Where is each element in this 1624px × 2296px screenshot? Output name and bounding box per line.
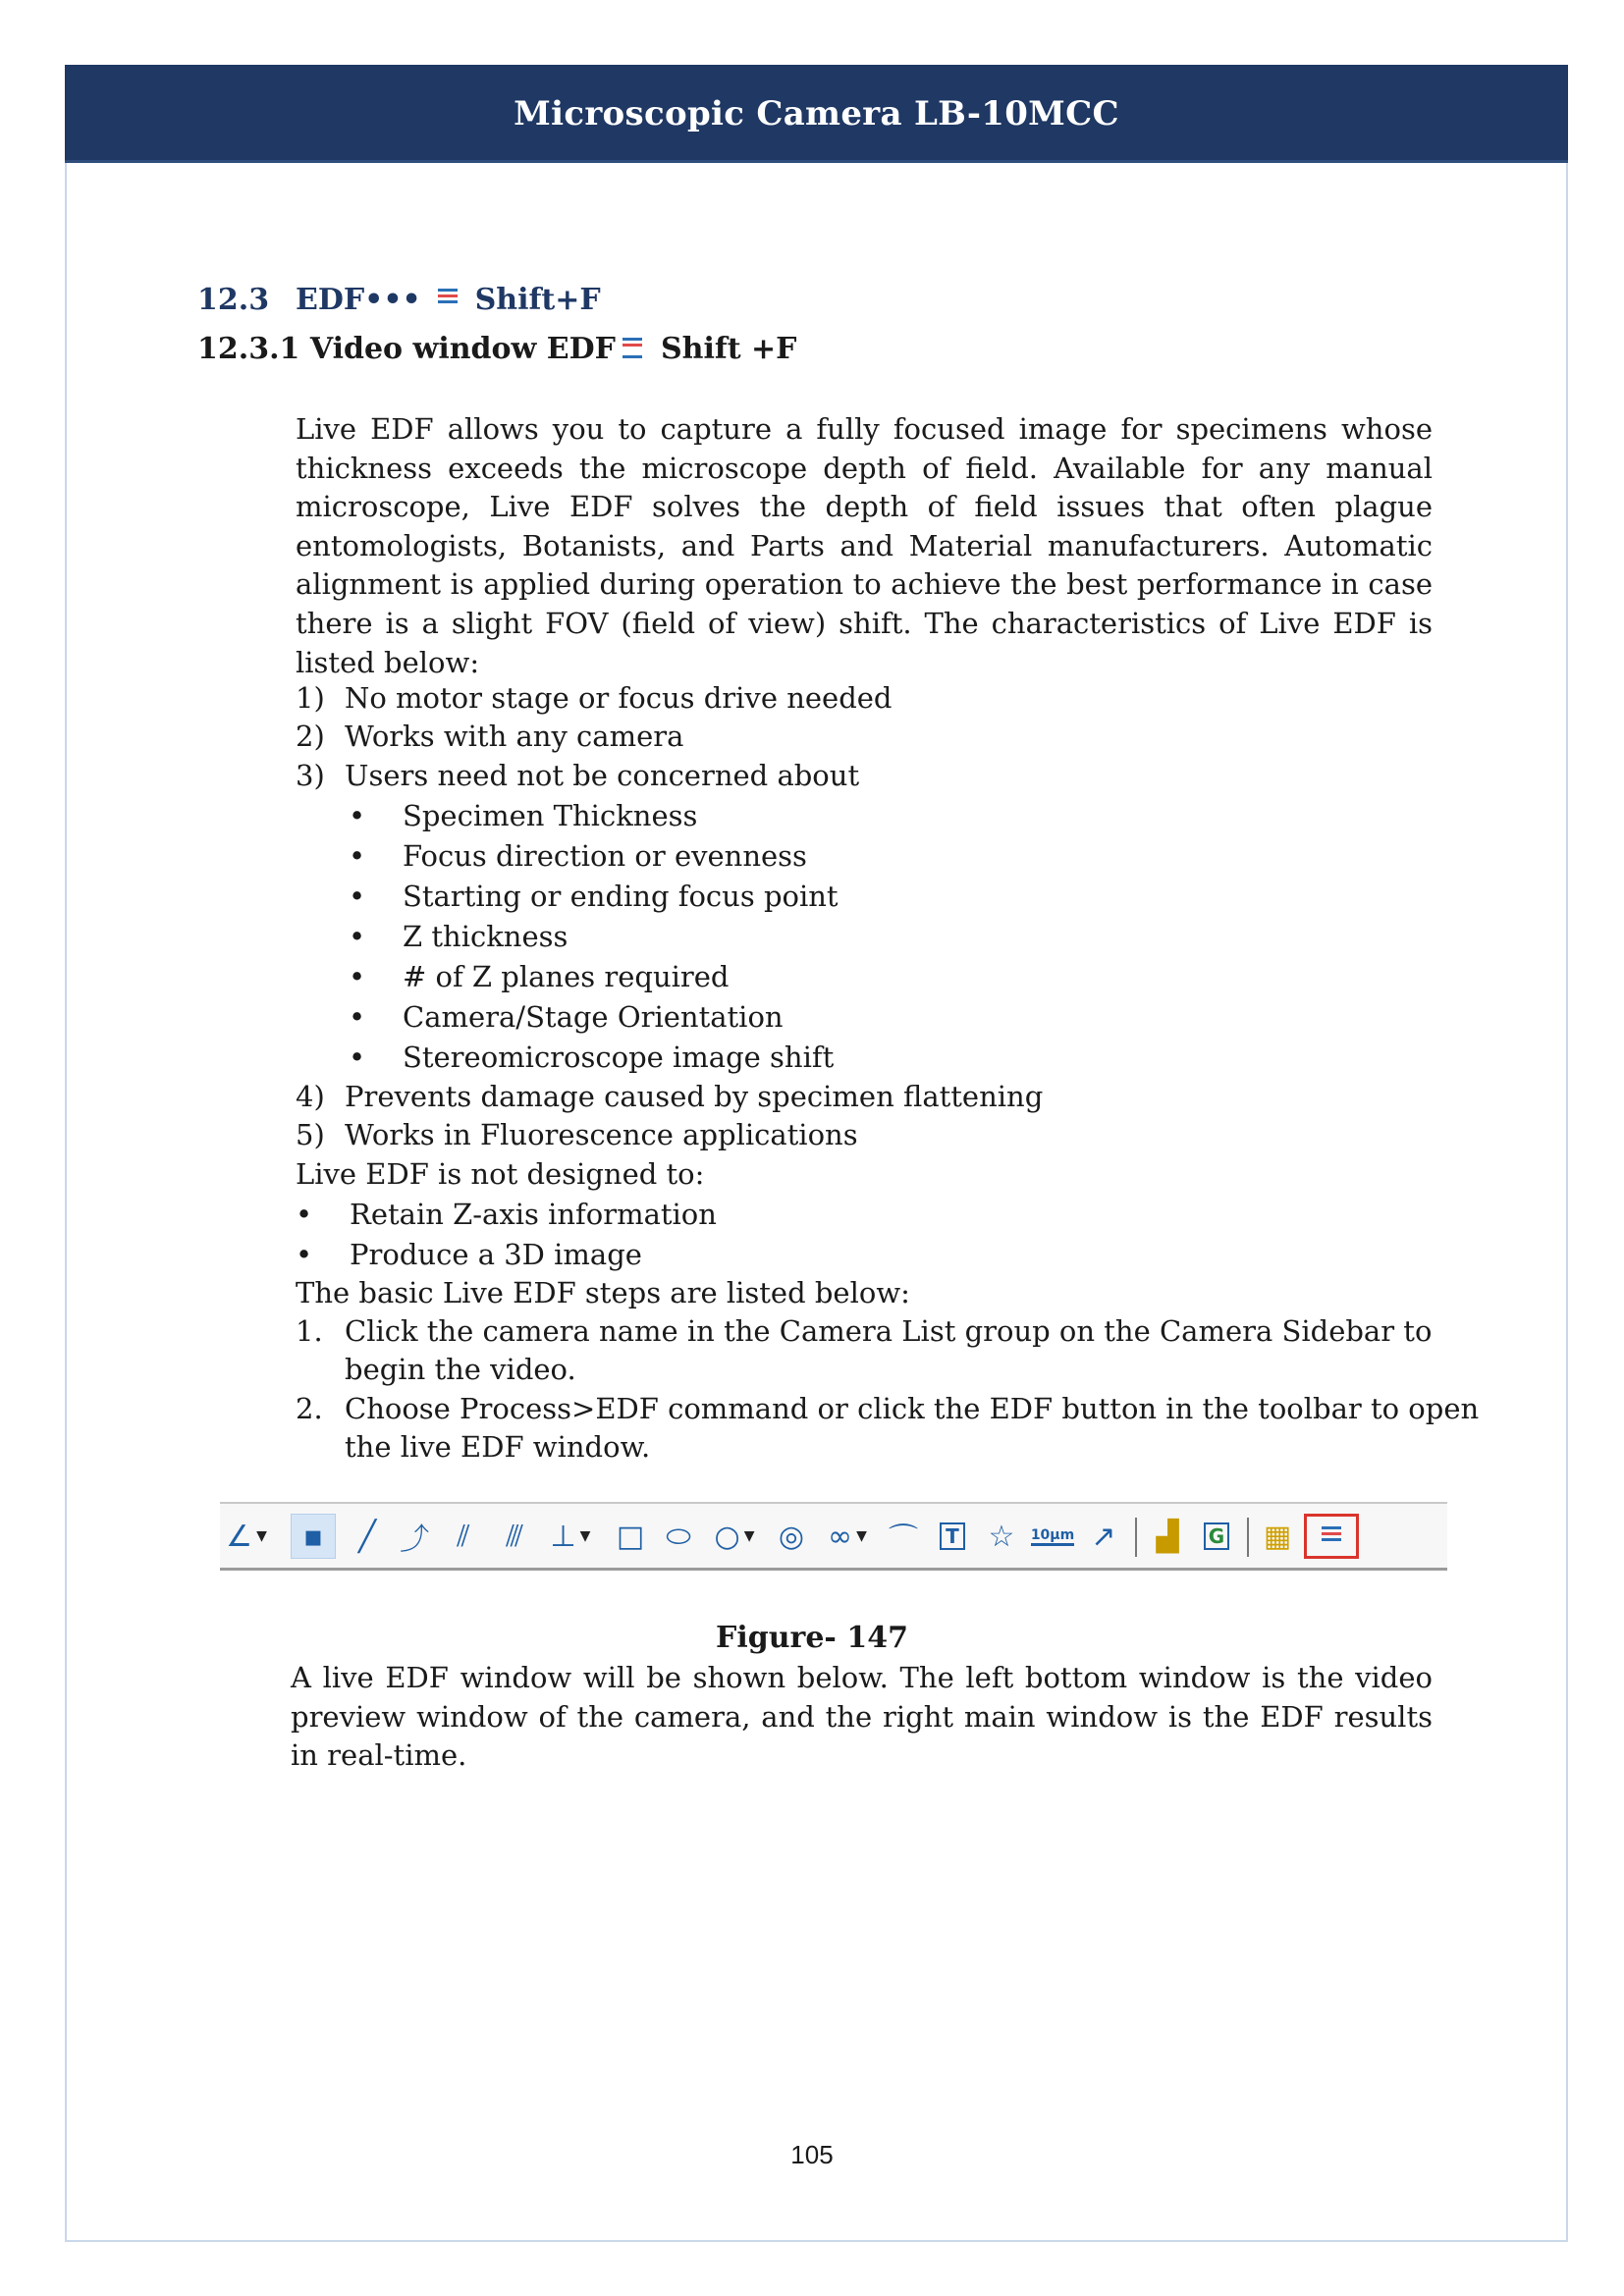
- list-item: • Focus direction or evenness: [349, 839, 807, 873]
- circle-icon[interactable]: ○ ▼: [714, 1519, 755, 1554]
- subsection-title: 12.3.1 Video window EDF: [197, 332, 616, 366]
- section-number: 12.3: [197, 283, 270, 317]
- subsection-heading: [197, 332, 796, 366]
- list-item: 3) Users need not be concerned about: [296, 759, 860, 792]
- text-icon[interactable]: T: [933, 1514, 972, 1559]
- arrow-icon[interactable]: ↗: [1091, 1519, 1116, 1554]
- list-item: • Retain Z-axis information: [296, 1198, 717, 1231]
- concentric-icon[interactable]: ◎: [778, 1519, 805, 1554]
- section-title: EDF•••: [296, 283, 421, 317]
- list-item: • Starting or ending focus point: [349, 880, 839, 913]
- section-shortcut: Shift+F: [474, 283, 601, 317]
- grid-icon[interactable]: G: [1196, 1514, 1237, 1559]
- step-item: 2. Choose Process>EDF command or click the EDF button in the toolbar to open: [296, 1392, 1480, 1425]
- star-icon[interactable]: ☆: [988, 1519, 1015, 1554]
- polyline-icon[interactable]: ⤴: [400, 1522, 429, 1557]
- edf-icon: [435, 286, 460, 311]
- linked-circles-icon[interactable]: ∞ ▼: [828, 1519, 867, 1554]
- toolbar-figure: [220, 1502, 1447, 1571]
- subsection-shortcut: Shift +F: [660, 332, 797, 366]
- scalebar-icon[interactable]: 10μm: [1029, 1514, 1076, 1559]
- step-item: 1. Click the camera name in the Camera List group on the Camera Sidebar to: [296, 1314, 1433, 1348]
- not-designed-intro: Live EDF is not designed to:: [296, 1157, 705, 1191]
- point-icon[interactable]: ▪: [291, 1514, 336, 1559]
- intro-paragraph: Live EDF allows you to capture a fully focused image for specimens whose thickness exceeds the microscope depth of field. Available for any manual microscope, Live EDF solves the depth of field issues that often plague entomologists, Botanists, and Parts and Material manufacturers. Automatic alignment is applied during operation to achieve the best performance in case there is a slight FOV (field of view) shift. The characteristics of Live EDF is listed below:: [296, 412, 1433, 679]
- stitch-icon[interactable]: ▦: [1263, 1519, 1292, 1554]
- ellipse-icon[interactable]: ⬭: [666, 1519, 691, 1554]
- header-title: Microscopic Camera LB-10MCC: [514, 94, 1119, 133]
- arc-icon[interactable]: ⌒: [889, 1522, 918, 1557]
- edf-icon: [620, 335, 645, 360]
- toolbar-separator: [1247, 1518, 1249, 1557]
- list-item: 1) No motor stage or focus drive needed: [296, 681, 893, 715]
- rectangle-icon[interactable]: □: [616, 1519, 645, 1554]
- list-item: • Stereomicroscope image shift: [349, 1041, 835, 1074]
- after-paragraph: A live EDF window will be shown below. The left bottom window is the video preview window of the camera, and the right main window is the EDF results in real-time.: [291, 1661, 1433, 1773]
- figure-caption: Figure- 147: [716, 1621, 908, 1655]
- step-item-continued: begin the video.: [345, 1353, 576, 1386]
- edf-icon[interactable]: [1304, 1514, 1359, 1559]
- list-item: • # of Z planes required: [349, 960, 730, 993]
- header-banner: [65, 65, 1568, 163]
- list-item: • Camera/Stage Orientation: [349, 1000, 784, 1034]
- perpendicular-icon[interactable]: ⊥ ▼: [550, 1519, 591, 1554]
- angle-icon[interactable]: ∠ ▼: [226, 1519, 267, 1554]
- list-item: 5) Works in Fluorescence applications: [296, 1118, 858, 1151]
- list-item: • Z thickness: [349, 920, 568, 953]
- steps-intro: The basic Live EDF steps are listed below:: [296, 1276, 910, 1309]
- line-icon[interactable]: ╱: [357, 1519, 377, 1554]
- list-item: 2) Works with any camera: [296, 720, 684, 753]
- list-item: 4) Prevents damage caused by specimen flattening: [296, 1080, 1044, 1113]
- multi-parallel-icon[interactable]: ⫻: [506, 1519, 523, 1554]
- parallel-icon[interactable]: ⫽: [457, 1519, 470, 1554]
- page-number: 105: [790, 2140, 834, 2169]
- step-item-continued: the live EDF window.: [345, 1430, 651, 1464]
- toolbar-separator: [1135, 1518, 1137, 1557]
- calibrate-icon[interactable]: ▟: [1156, 1519, 1179, 1554]
- section-heading: [197, 283, 601, 317]
- list-item: • Specimen Thickness: [349, 799, 698, 832]
- list-item: • Produce a 3D image: [296, 1238, 642, 1271]
